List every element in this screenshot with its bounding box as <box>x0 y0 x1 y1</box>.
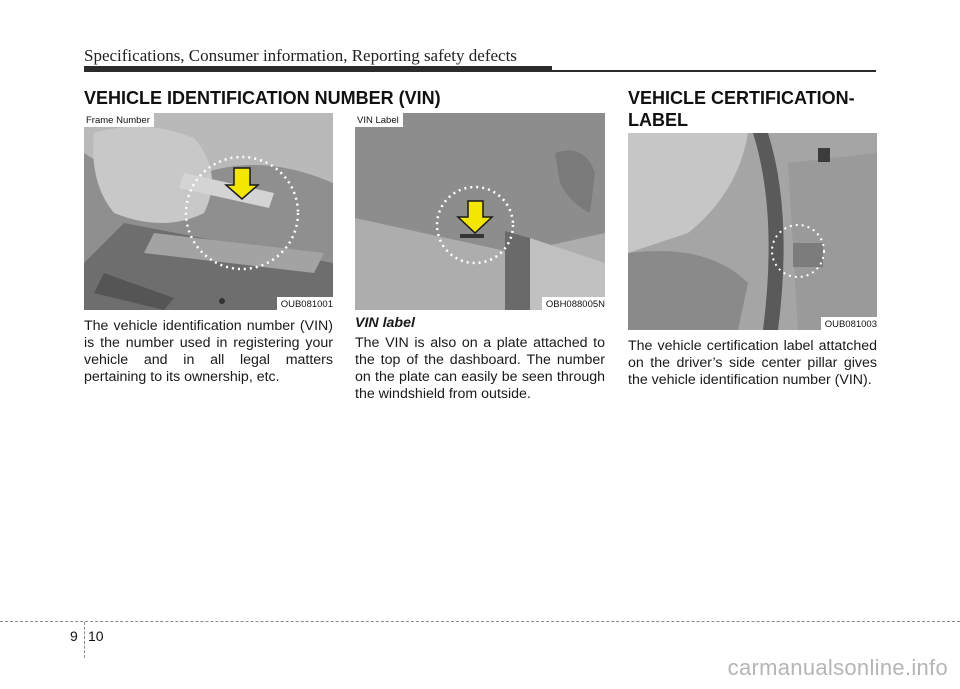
certification-heading-line1: VEHICLE CERTIFICATION- <box>628 88 855 108</box>
figure-code: OUB081003 <box>821 317 877 330</box>
certification-paragraph: The vehicle certification label attatched on the driver’s side center pillar gives the vehicle identification number (VIN). <box>628 338 877 388</box>
watermark: carmanualsonline.info <box>727 655 948 680</box>
figure-code: OUB081001 <box>277 297 333 310</box>
footer-divider <box>84 622 85 658</box>
vin-label-figure <box>355 113 605 310</box>
page-header-title: Specifications, Consumer information, Reporting safety defects <box>84 46 517 65</box>
certification-heading-line2: LABEL <box>628 110 688 130</box>
vin-label-paragraph: The VIN is also on a plate attached to the top of the dashboard. The number on the plate can easily be seen through the windshield from outside. <box>355 335 605 402</box>
figure-caption-label: Frame Number <box>84 113 154 127</box>
figure-caption-label: VIN Label <box>355 113 403 127</box>
page-number: 10 <box>88 628 104 644</box>
frame-number-photo <box>84 113 333 310</box>
figure-code: OBH088005N <box>542 297 605 310</box>
vin-label-photo <box>355 113 605 310</box>
frame-number-figure <box>84 113 333 310</box>
footer-rule <box>0 621 960 622</box>
vin-paragraph: The vehicle identification number (VIN) is the number used in registering your vehicle and in all legal matters pertaining to its ownership, etc. <box>84 318 333 385</box>
certification-heading <box>628 87 855 131</box>
header-rule-thin <box>552 70 876 72</box>
vin-section-heading: VEHICLE IDENTIFICATION NUMBER (VIN) <box>84 88 441 108</box>
header-rule <box>84 66 552 72</box>
certification-label-photo <box>628 133 877 330</box>
certification-label-figure <box>628 133 877 330</box>
vin-label-subheading: VIN label <box>355 315 415 331</box>
chapter-number: 9 <box>70 628 78 644</box>
